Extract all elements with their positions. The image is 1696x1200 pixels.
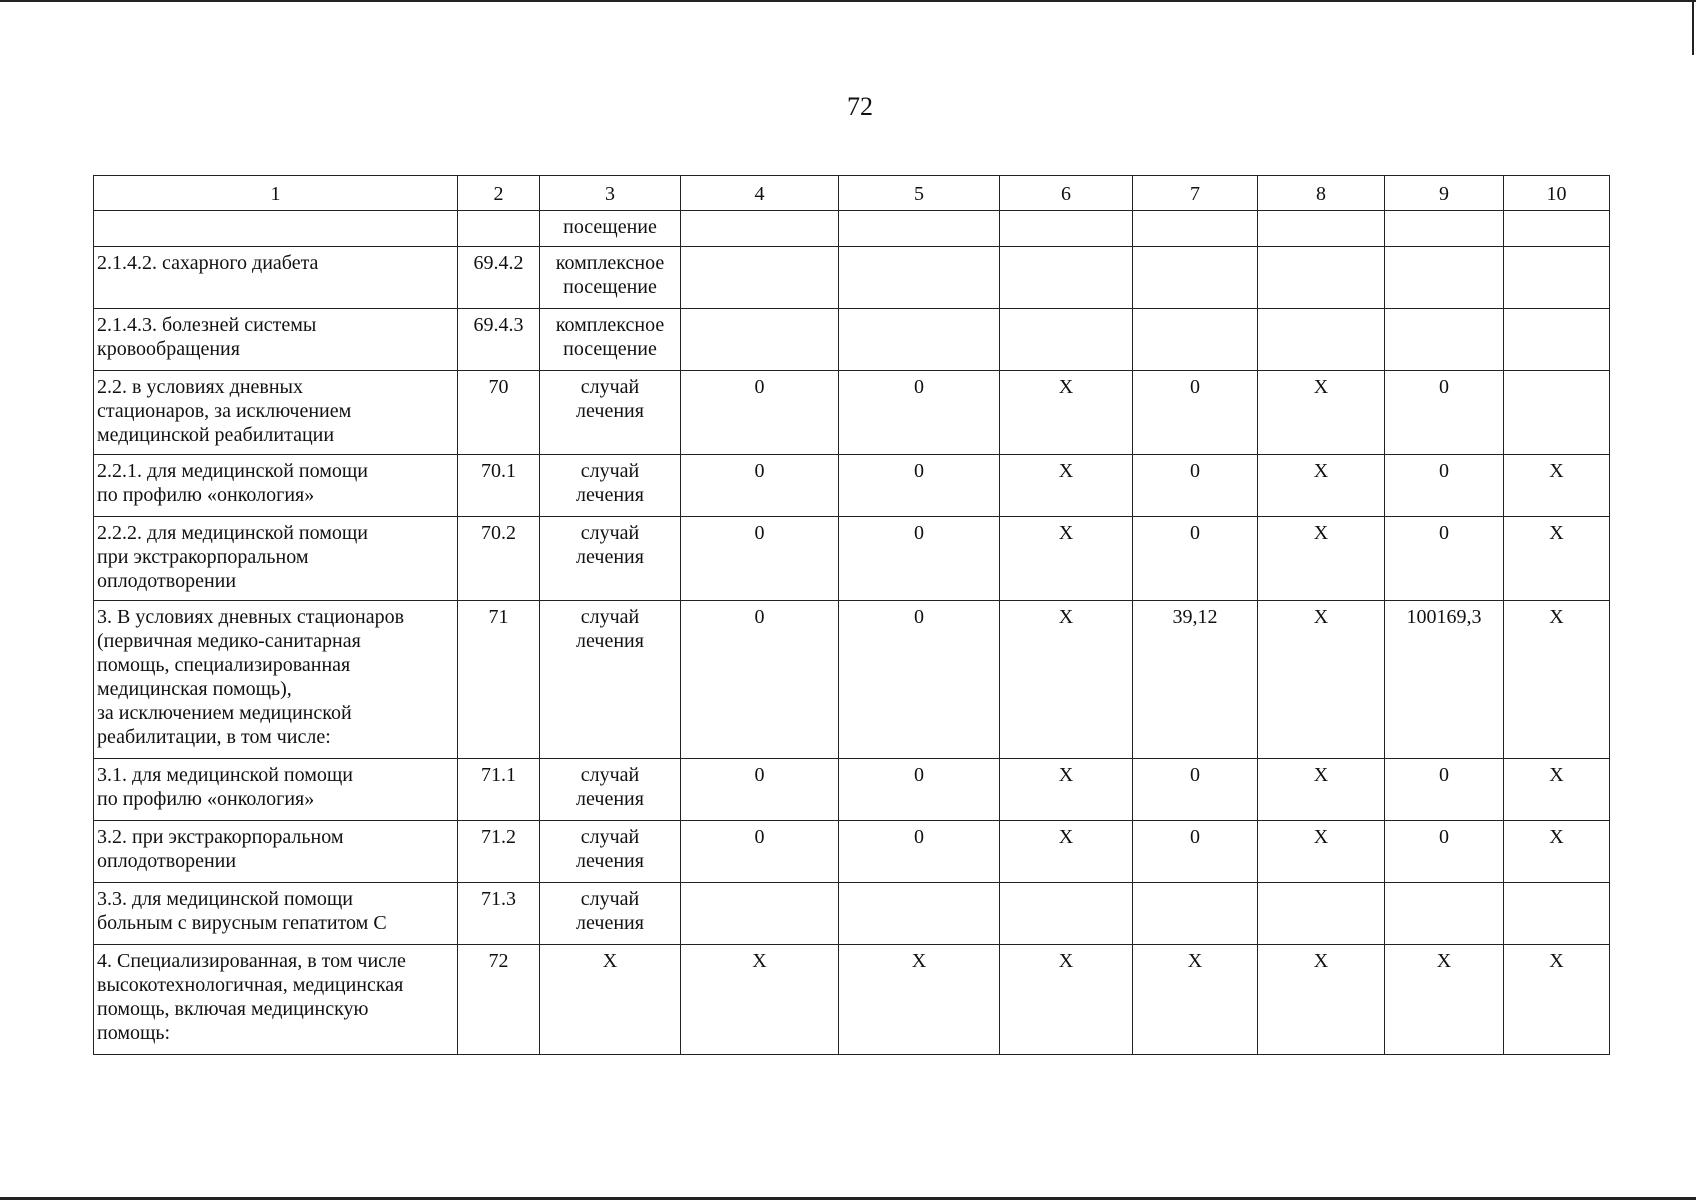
row-code-cell: 70.1 [458,455,540,517]
table-row [94,371,1610,455]
table-body [94,176,1610,1055]
value-cell-c10 [1504,883,1610,945]
row-unit-cell [540,883,681,945]
cell-line: оплодотворении [97,570,237,592]
value-cell-c6: X [1000,821,1133,883]
value-cell-c9: 0 [1385,821,1504,883]
value-cell-c4 [681,247,839,309]
cell-line: 2.2.2. для медицинской помощи [97,522,368,544]
value-cell-c7: 0 [1133,821,1258,883]
cell-line: по профилю «онкология» [97,484,315,506]
value-cell-c6: X [1000,371,1133,455]
value-cell-c5 [839,247,1000,309]
value-cell-c10: X [1504,821,1610,883]
value-cell-c6: X [1000,759,1133,821]
cell-line: лечения [576,546,644,568]
row-code-cell: 71.3 [458,883,540,945]
cell-line: медицинская помощь), [97,678,292,700]
value-cell-c10: X [1504,945,1610,1055]
value-cell-c5: 0 [839,759,1000,821]
cell-line: 2.1.4.3. болезней системы [97,314,317,336]
row-name-cell [94,517,458,601]
value-cell-c4: 0 [681,821,839,883]
row-code-cell: 70 [458,371,540,455]
row-code-cell: 71.2 [458,821,540,883]
value-cell-c4 [681,309,839,371]
value-cell-c5: 0 [839,517,1000,601]
cell-line: случай [580,888,640,910]
value-cell-c10: X [1504,455,1610,517]
value-cell-c6: X [1000,455,1133,517]
value-cell-c8: X [1258,371,1385,455]
data-table [93,175,1610,1055]
cell-line: случай [580,606,640,628]
row-name-cell [94,455,458,517]
value-cell-c10: X [1504,601,1610,759]
cell-line: кровообращения [97,338,240,360]
cell-line: высокотехнологичная, медицинская [97,974,404,996]
table-row [94,211,1610,247]
row-code-cell: 71.1 [458,759,540,821]
column-header: 7 [1133,176,1258,211]
row-unit-cell [540,309,681,371]
value-cell-c4: X [681,945,839,1055]
cell-line: посещение [563,338,657,360]
table-row [94,455,1610,517]
cell-line: оплодотворении [97,850,237,872]
page-number: 72 [847,92,873,121]
cell-line: 3.3. для медицинской помощи [97,888,353,910]
row-unit-cell [540,211,681,247]
cell-line: по профилю «онкология» [97,788,315,810]
value-cell-c8: X [1258,821,1385,883]
row-name-cell [94,883,458,945]
cell-line: случай [580,460,640,482]
value-cell-c5: 0 [839,821,1000,883]
value-cell-c9 [1385,211,1504,247]
value-cell-c4 [681,883,839,945]
table-header-row [94,176,1610,211]
cell-line: случай [580,764,640,786]
value-cell-c7: 39,12 [1133,601,1258,759]
column-header: 8 [1258,176,1385,211]
value-cell-c5: 0 [839,455,1000,517]
cell-line: случай [580,826,640,848]
value-cell-c6 [1000,883,1133,945]
value-cell-c7: 0 [1133,517,1258,601]
value-cell-c8: X [1258,945,1385,1055]
table-row [94,309,1610,371]
cell-line: 3. В условиях дневных стационаров [97,606,405,628]
value-cell-c7: X [1133,945,1258,1055]
table-row [94,517,1610,601]
value-cell-c9: 0 [1385,517,1504,601]
cell-line: при экстракорпоральном [97,546,309,568]
value-cell-c8 [1258,247,1385,309]
row-code-cell [458,211,540,247]
value-cell-c4: 0 [681,371,839,455]
value-cell-c7: 0 [1133,455,1258,517]
value-cell-c7: 0 [1133,759,1258,821]
value-cell-c8 [1258,883,1385,945]
row-code-cell: 71 [458,601,540,759]
cell-line: помощь, включая медицинскую [97,998,369,1020]
value-cell-c7 [1133,247,1258,309]
value-cell-c9: 0 [1385,455,1504,517]
row-name-cell [94,759,458,821]
row-code-cell: 70.2 [458,517,540,601]
cell-line: случай [580,376,640,398]
value-cell-c6 [1000,309,1133,371]
value-cell-c9 [1385,247,1504,309]
cell-line: помощь: [97,1022,171,1044]
value-cell-c4 [681,211,839,247]
value-cell-c10: X [1504,517,1610,601]
value-cell-c6: X [1000,945,1133,1055]
row-name-cell [94,211,458,247]
row-unit-cell [540,945,681,1055]
cell-line: 2.2.1. для медицинской помощи [97,460,368,482]
cell-line: (первичная медико-санитарная [97,630,361,652]
cell-line: комплексное [555,252,665,274]
value-cell-c10 [1504,371,1610,455]
column-header: 9 [1385,176,1504,211]
row-name-cell [94,821,458,883]
row-unit-cell [540,759,681,821]
cell-line: 2.2. в условиях дневных [97,376,303,398]
cell-line: стационаров, за исключением [97,400,352,422]
row-name-cell [94,601,458,759]
row-code-cell: 69.4.2 [458,247,540,309]
column-header: 2 [458,176,540,211]
value-cell-c7: 0 [1133,371,1258,455]
cell-line: X [602,950,618,972]
value-cell-c7 [1133,883,1258,945]
cell-line: больным с вирусным гепатитом С [97,912,387,934]
row-unit-cell [540,455,681,517]
value-cell-c10 [1504,211,1610,247]
cell-line: посещение [563,216,657,238]
table-row [94,945,1610,1055]
value-cell-c4: 0 [681,517,839,601]
value-cell-c6: X [1000,517,1133,601]
value-cell-c8 [1258,211,1385,247]
cell-line: 2.1.4.2. сахарного диабета [97,252,319,274]
cell-line: лечения [576,400,644,422]
row-unit-cell [540,247,681,309]
value-cell-c4: 0 [681,759,839,821]
value-cell-c5: X [839,945,1000,1055]
value-cell-c9 [1385,883,1504,945]
value-cell-c10: X [1504,759,1610,821]
value-cell-c8 [1258,309,1385,371]
cell-line: медицинской реабилитации [97,424,335,446]
cell-line: лечения [576,788,644,810]
scan-edge-right [1692,0,1694,55]
column-header: 6 [1000,176,1133,211]
value-cell-c8: X [1258,601,1385,759]
value-cell-c5: 0 [839,601,1000,759]
table-row [94,883,1610,945]
value-cell-c9: X [1385,945,1504,1055]
cell-line: случай [580,522,640,544]
table-row [94,247,1610,309]
row-code-cell: 72 [458,945,540,1055]
value-cell-c7 [1133,309,1258,371]
row-name-cell [94,945,458,1055]
value-cell-c4: 0 [681,455,839,517]
cell-line: лечения [576,630,644,652]
row-name-cell [94,247,458,309]
value-cell-c5 [839,211,1000,247]
value-cell-c9 [1385,309,1504,371]
row-name-cell [94,309,458,371]
table-row [94,759,1610,821]
value-cell-c7 [1133,211,1258,247]
row-unit-cell [540,821,681,883]
column-header: 5 [839,176,1000,211]
cell-line: посещение [563,276,657,298]
value-cell-c6 [1000,247,1133,309]
row-unit-cell [540,601,681,759]
value-cell-c5 [839,309,1000,371]
cell-line: комплексное [555,314,665,336]
value-cell-c4: 0 [681,601,839,759]
cell-line: лечения [576,912,644,934]
value-cell-c10 [1504,309,1610,371]
table-row [94,821,1610,883]
value-cell-c5: 0 [839,371,1000,455]
scan-edge-top [0,0,1696,2]
value-cell-c10 [1504,247,1610,309]
value-cell-c8: X [1258,759,1385,821]
cell-line: 4. Специализированная, в том числе [97,950,406,972]
table-row [94,601,1610,759]
value-cell-c6: X [1000,601,1133,759]
row-unit-cell [540,517,681,601]
column-header: 4 [681,176,839,211]
cell-line: лечения [576,850,644,872]
cell-line: лечения [576,484,644,506]
row-unit-cell [540,371,681,455]
cell-line: 3.1. для медицинской помощи [97,764,353,786]
value-cell-c9: 0 [1385,371,1504,455]
value-cell-c8: X [1258,517,1385,601]
cell-line: реабилитации, в том числе: [97,726,331,748]
column-header: 3 [540,176,681,211]
column-header: 10 [1504,176,1610,211]
row-name-cell [94,371,458,455]
value-cell-c5 [839,883,1000,945]
cell-line: 3.2. при экстракорпоральном [97,826,344,848]
row-code-cell: 69.4.3 [458,309,540,371]
value-cell-c6 [1000,211,1133,247]
value-cell-c8: X [1258,455,1385,517]
column-header: 1 [94,176,458,211]
cell-line: за исключением медицинской [97,702,352,724]
cell-line: помощь, специализированная [97,654,351,676]
value-cell-c9: 100169,3 [1385,601,1504,759]
value-cell-c9: 0 [1385,759,1504,821]
